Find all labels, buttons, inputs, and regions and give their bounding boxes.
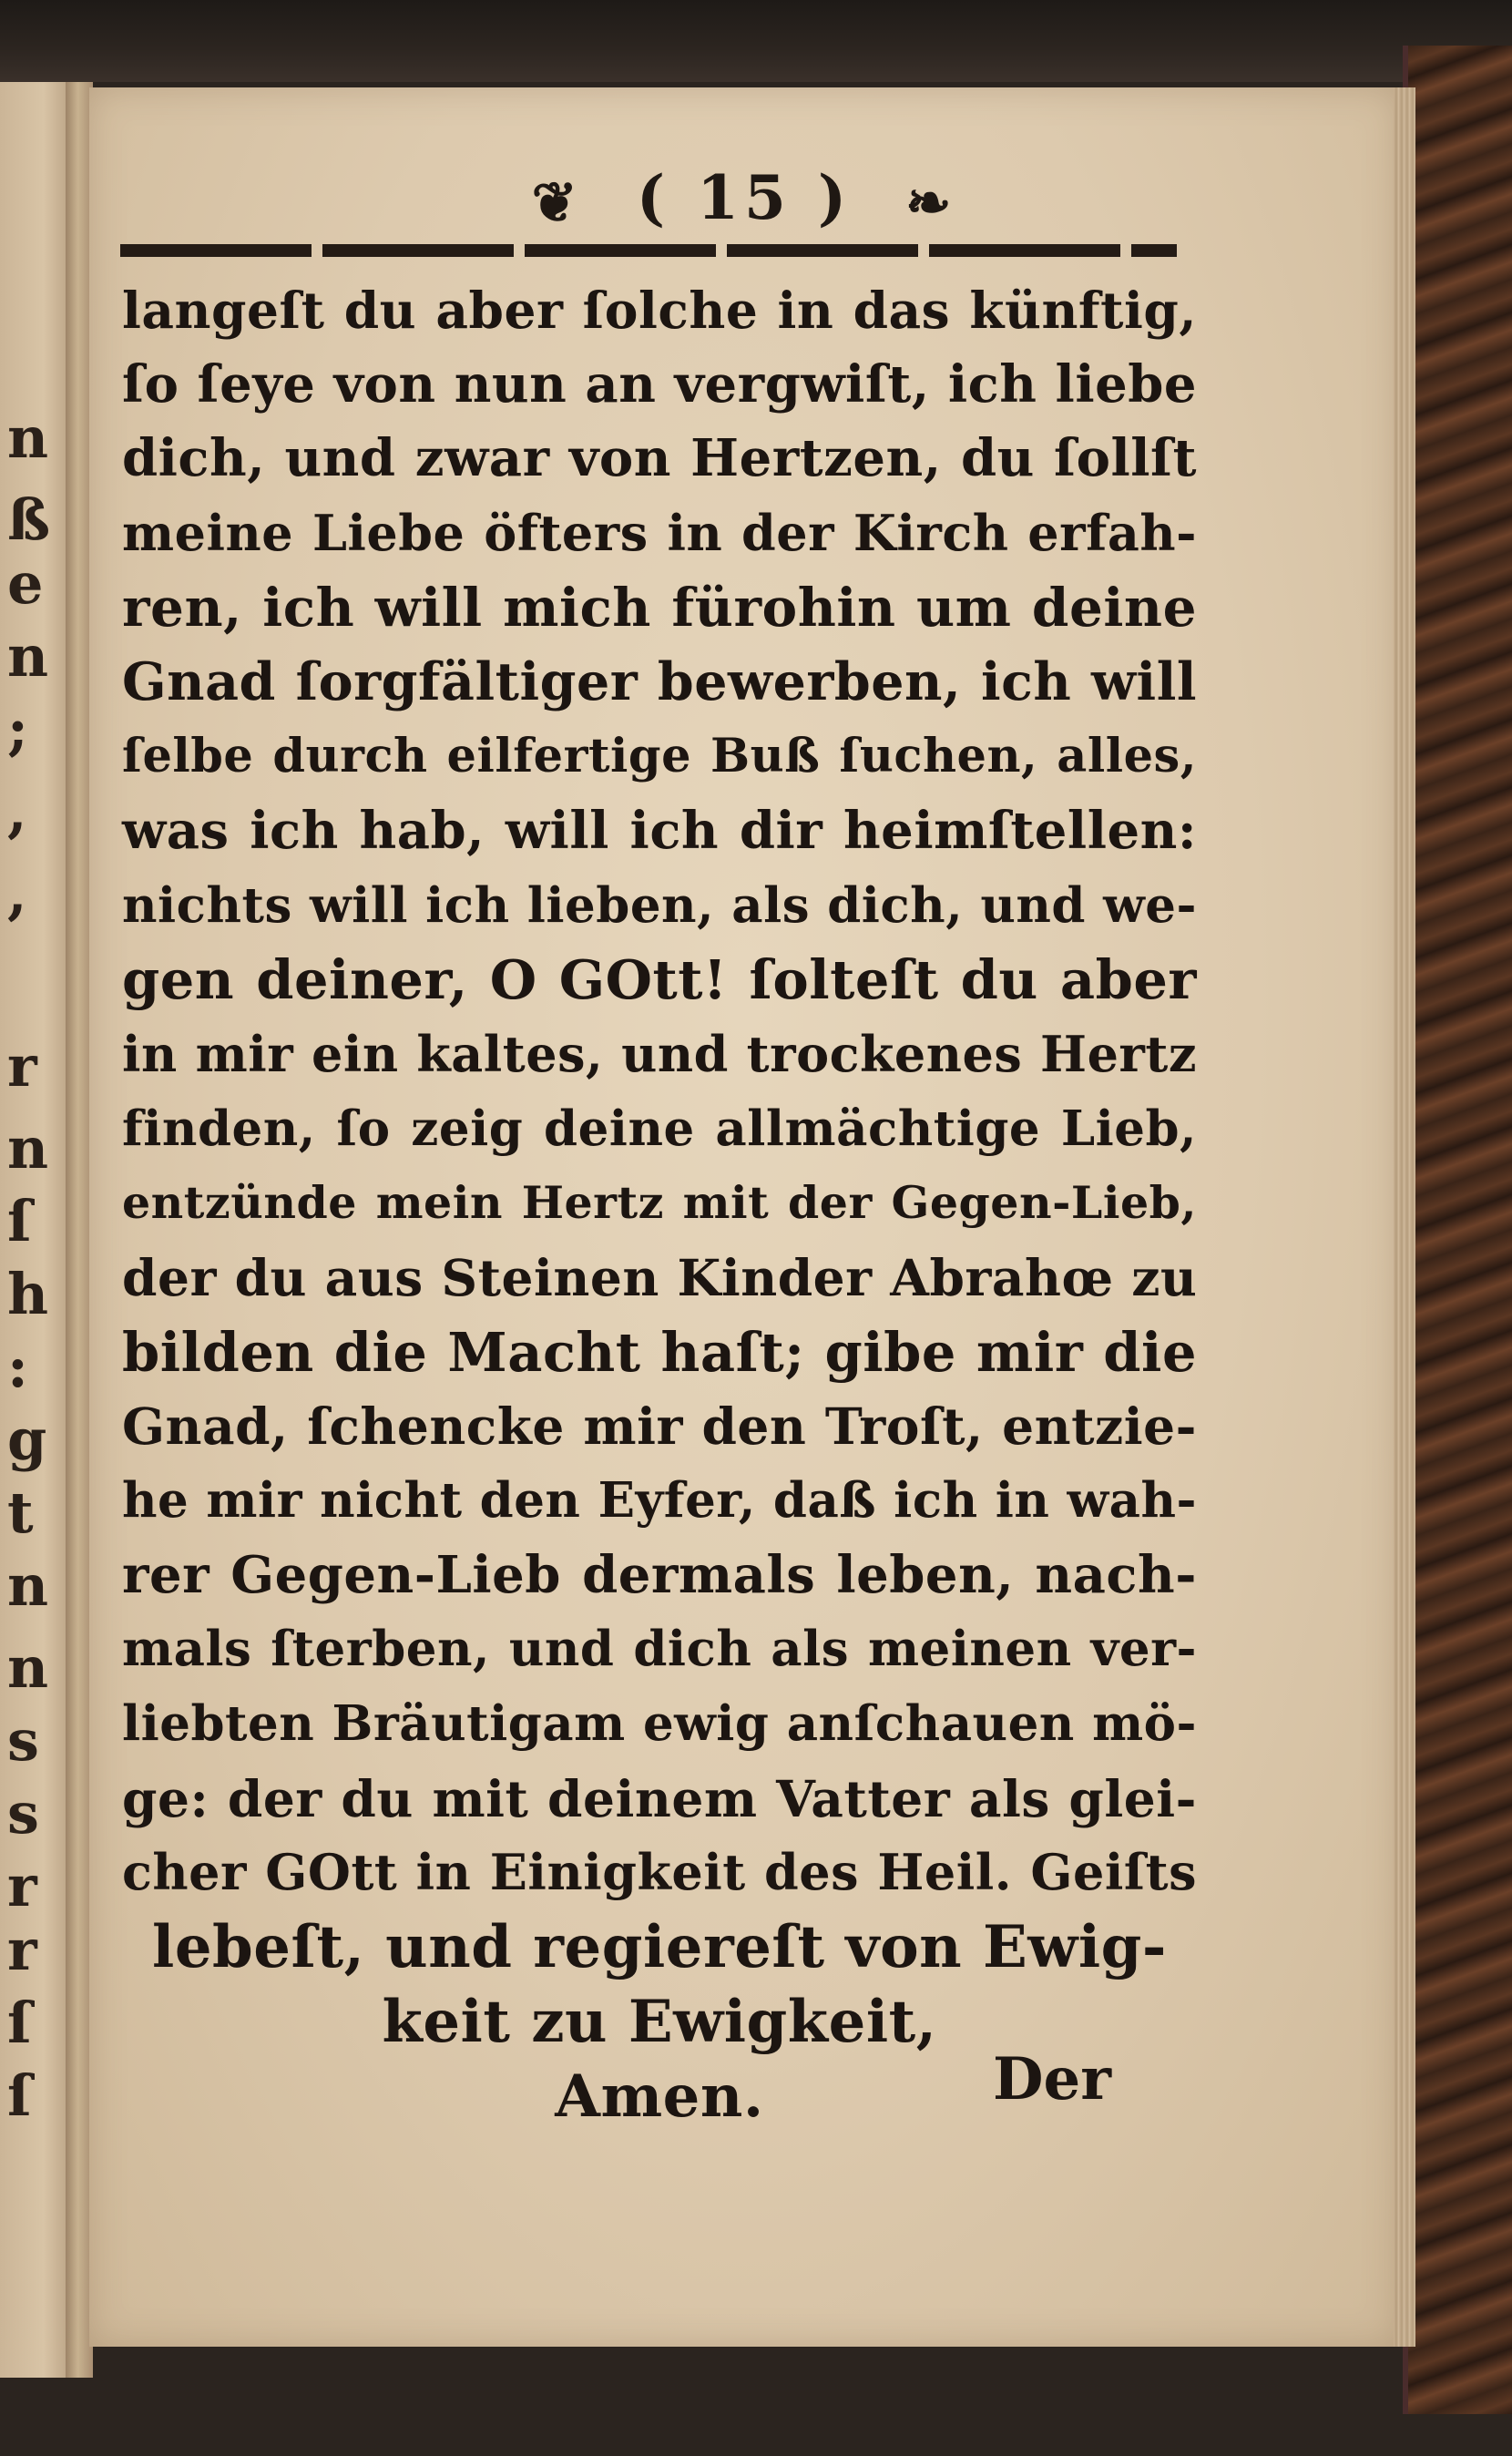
page-header <box>89 157 1399 239</box>
text-line: gen deiner, O GOtt! ſolteſt du aber <box>122 948 1197 1012</box>
left-page-fragment: n <box>7 623 49 690</box>
text-line: langeſt du aber ſolche in das künftig, <box>122 281 1197 340</box>
left-page-fragment: h <box>7 1261 49 1327</box>
text-line: bilden die Macht haſt; gibe mir die <box>122 1320 1197 1384</box>
catchword: Der <box>993 2045 1111 2113</box>
left-page-fragment: r <box>7 1917 37 1983</box>
left-page-fragment: ſ <box>7 1188 32 1254</box>
text-line: Gnad ſorgfältiger bewerben, ich will <box>122 651 1197 713</box>
left-page-fragment: n <box>7 1634 49 1701</box>
text-line: ſo ſeye von nun an vergwiſt, ich liebe <box>122 353 1197 414</box>
text-line: dich, und zwar von Hertzen, du ſollſt <box>122 428 1197 489</box>
left-page-fragment: t <box>7 1479 34 1546</box>
text-line: ren, ich will mich fürohin um deine <box>122 576 1197 639</box>
text-line: he mir nicht den Eyfer, daß ich in wah- <box>122 1472 1197 1529</box>
text-line: cher GOtt in Einigkeit des Heil. Geiſts <box>122 1843 1197 1902</box>
closing-line: lebeſt, und regiereſt von Ewig- <box>152 1913 1167 1982</box>
left-page-fragment: s <box>7 1707 39 1774</box>
text-line: liebten Bräutigam ewig anſchauen mö- <box>122 1695 1197 1753</box>
book-cover-right <box>1403 46 1512 2414</box>
text-line: ge: der du mit deinem Vatter als glei- <box>122 1768 1197 1828</box>
fleuron-right-icon: ❧ <box>905 171 957 235</box>
left-page-fragment: : <box>7 1334 28 1400</box>
left-page-fragment: n <box>7 1115 49 1182</box>
header-line <box>505 157 985 244</box>
text-line: meine Liebe öfters in der Kirch erfah- <box>122 504 1197 563</box>
left-page-fragment: r <box>7 1853 37 1919</box>
fleuron-left-icon: ❦ <box>531 171 583 235</box>
left-page-fragment: g <box>7 1407 47 1473</box>
left-page-fragment: s <box>7 1780 39 1847</box>
text-line: was ich hab, will ich dir heimſtellen: <box>122 800 1197 861</box>
closing-line: keit zu Ewigkeit, <box>382 1987 937 2056</box>
left-page-fragment: n <box>7 404 49 471</box>
left-page-fragment: ſ <box>7 2062 32 2129</box>
text-line: mals ſterben, und dich als meinen ver- <box>122 1621 1197 1678</box>
left-page-fragment: n <box>7 1552 49 1619</box>
body-text <box>122 273 1197 2134</box>
left-page-fragment: , <box>7 860 27 926</box>
closing-line-amen: Amen. <box>555 2062 764 2131</box>
text-line: der du aus Steinen Kinder Abrahœ zu <box>122 1247 1198 1307</box>
left-page-fragment: ß <box>7 486 51 553</box>
text-line: finden, ſo zeig deine allmächtige Lieb, <box>122 1100 1197 1157</box>
left-page-fragment: r <box>7 1033 37 1100</box>
page-number: ( 15 ) <box>636 162 853 233</box>
text-line: ſelbe durch eilfertige Buß ſuchen, alles, <box>122 729 1197 784</box>
text-line: in mir ein kaltes, und trockenes Hertz <box>122 1024 1197 1083</box>
left-page-fragment: ; <box>7 696 28 762</box>
text-line: rer Gegen-Lieb dermals leben, nach- <box>122 1544 1197 1605</box>
book-cover-top <box>0 0 1512 82</box>
text-line: nichts will ich lieben, als dich, und we- <box>122 876 1197 934</box>
left-page-fragment: ſ <box>7 1990 32 2056</box>
text-line: Gnad, ſchencke mir den Troſt, entzie- <box>122 1397 1197 1457</box>
text-line: entzünde mein Hertz mit der Gegen-Lieb, <box>122 1176 1197 1230</box>
header-rule <box>120 244 1177 257</box>
left-page-fragment: , <box>7 778 27 844</box>
facing-page-left <box>0 82 73 2378</box>
page-edges <box>1394 87 1415 2347</box>
left-page-fragment: e <box>7 550 44 617</box>
